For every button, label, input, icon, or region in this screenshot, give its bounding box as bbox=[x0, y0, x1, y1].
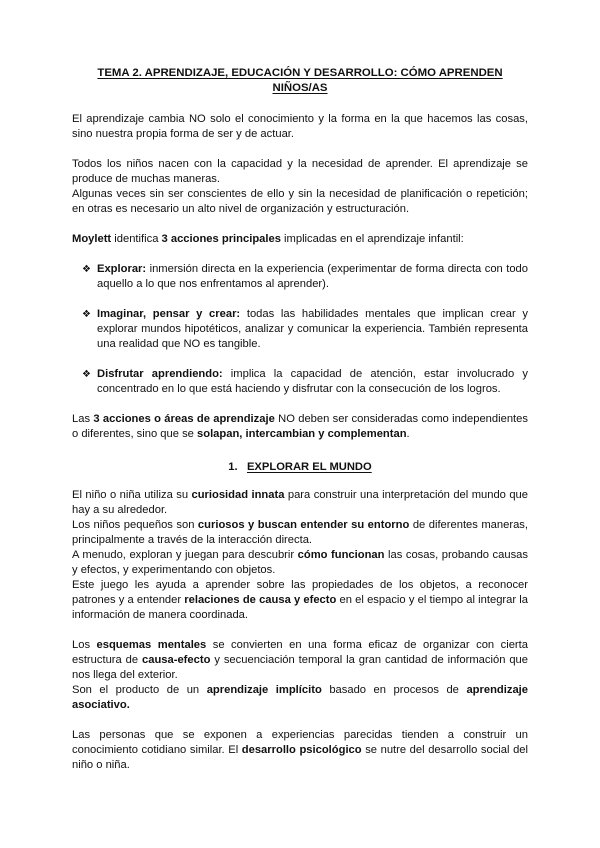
bold-phrase: solapan, intercambian y complementan bbox=[197, 428, 407, 440]
summary-paragraph bbox=[72, 412, 528, 442]
text-run: Las bbox=[72, 413, 94, 425]
bold-phrase: cómo funcionan bbox=[297, 549, 385, 561]
explorar-paragraph-e bbox=[72, 638, 528, 683]
explorar-paragraph-d bbox=[72, 578, 528, 623]
text-run: basado en procesos de bbox=[321, 684, 467, 696]
text-run: se convierten en una forma eficaz de organizar con cierta estructura de bbox=[72, 639, 528, 666]
text-run: El niño o niña utiliza su bbox=[72, 489, 192, 501]
explorar-paragraph-a bbox=[72, 488, 528, 518]
bullet-text: inmersión directa en la experiencia (experimentar de forma directa con todo aquello a lo que nos enfrentamos al aprender). bbox=[97, 263, 528, 290]
text-run: en el espacio y el tiempo al integrar la información de manera coordinada. bbox=[72, 594, 528, 621]
text-run: . bbox=[406, 428, 410, 440]
bold-phrase: relaciones de causa y efecto bbox=[184, 594, 337, 606]
section-heading-explorar bbox=[72, 460, 528, 475]
text-run: identifica bbox=[111, 233, 162, 245]
bullet-term: Disfrutar aprendiendo: bbox=[97, 368, 223, 380]
list-item bbox=[82, 307, 528, 352]
intro-p2-sentence-1: Todos los niños nacen con la capacidad y la necesidad de aprender. El aprendizaje se produce de muchas maneras. bbox=[72, 158, 528, 185]
list-item bbox=[82, 367, 528, 397]
author-name: Moylett bbox=[72, 233, 112, 245]
diamond-bullet-icon: ❖ bbox=[82, 309, 91, 320]
bullet-text: implica la capacidad de atención, estar involucrado y concentrado en lo que está haciendo y disfrutar con la consecución de los logros. bbox=[97, 368, 528, 395]
bold-phrase: curiosos y buscan entender su entorno bbox=[197, 519, 410, 531]
intro-paragraph-2 bbox=[72, 157, 528, 187]
bullet-text: todas las habilidades mentales que implican crear y explorar mundos hipotéticos, analizar y comunicar la experiencia. También representa una realidad que NO es tangible. bbox=[97, 308, 528, 350]
text-run: y secuenciación temporal la gran cantidad de información que nos llega del exterior. bbox=[72, 654, 528, 681]
bold-phrase: causa-efecto bbox=[142, 654, 211, 666]
bold-phrase: 3 acciones principales bbox=[161, 233, 281, 245]
text-run: Los niños pequeños son bbox=[72, 519, 198, 531]
explorar-paragraph-b bbox=[72, 518, 528, 548]
text-run: Las personas que se exponen a experiencias parecidas tienden a construir un conocimiento cotidiano similar. El bbox=[72, 729, 528, 756]
diamond-bullet-icon: ❖ bbox=[82, 369, 91, 380]
explorar-paragraph-g bbox=[72, 728, 528, 773]
text-run: Son el producto de un bbox=[72, 684, 207, 696]
explorar-paragraph-c bbox=[72, 548, 528, 578]
bullet-term: Imaginar, pensar y crear: bbox=[97, 308, 241, 320]
text-run: las cosas, probando causas y efectos, y experimentando con objetos. bbox=[72, 549, 528, 576]
text-run: Este juego les ayuda a aprender sobre las propiedades de los objetos, a reconocer patrones y a entender bbox=[72, 579, 528, 606]
bold-phrase: aprendizaje implícito bbox=[206, 684, 322, 696]
text-run: se nutre del desarrollo social del niño o niña. bbox=[72, 744, 529, 771]
bold-phrase: 3 acciones o áreas de aprendizaje bbox=[93, 413, 275, 425]
text-run: para construir una interpretación del mundo que hay a su alrededor. bbox=[72, 489, 528, 516]
text-run: Los bbox=[72, 639, 97, 651]
list-item bbox=[82, 262, 528, 292]
intro-paragraph-3 bbox=[72, 232, 528, 247]
intro-paragraph-1: El aprendizaje cambia NO solo el conocimiento y la forma en la que hacemos las cosas, sino nuestra propia forma de ser y de actuar. bbox=[72, 113, 528, 140]
text-run: de diferentes maneras, principalmente a través de la interacción directa. bbox=[72, 519, 528, 546]
bold-phrase: curiosidad innata bbox=[191, 489, 285, 501]
page-title: TEMA 2. APRENDIZAJE, EDUCACIÓN Y DESARROLLO: CÓMO APRENDEN NIÑOS/AS bbox=[97, 67, 503, 94]
actions-list bbox=[72, 262, 528, 397]
bullet-term: Explorar: bbox=[97, 263, 147, 275]
explorar-paragraph-f bbox=[72, 683, 528, 713]
bold-phrase: aprendizaje asociativo. bbox=[72, 684, 528, 711]
section-number: 1. bbox=[228, 461, 238, 473]
diamond-bullet-icon: ❖ bbox=[82, 264, 91, 275]
bold-phrase: esquemas mentales bbox=[96, 639, 207, 651]
bold-phrase: desarrollo psicológico bbox=[241, 744, 362, 756]
section-title: EXPLORAR EL MUNDO bbox=[246, 461, 372, 473]
text-run: NO deben ser consideradas como independientes o diferentes, sino que se bbox=[72, 413, 528, 440]
text-run: implicadas en el aprendizaje infantil: bbox=[280, 233, 464, 245]
text-run: A menudo, exploran y juegan para descubrir bbox=[72, 549, 298, 561]
intro-paragraph-2b: Algunas veces sin ser conscientes de ello y sin la necesidad de planificación o repetición; en otras es necesario un alto nivel de organización y estructuración. bbox=[72, 188, 528, 215]
